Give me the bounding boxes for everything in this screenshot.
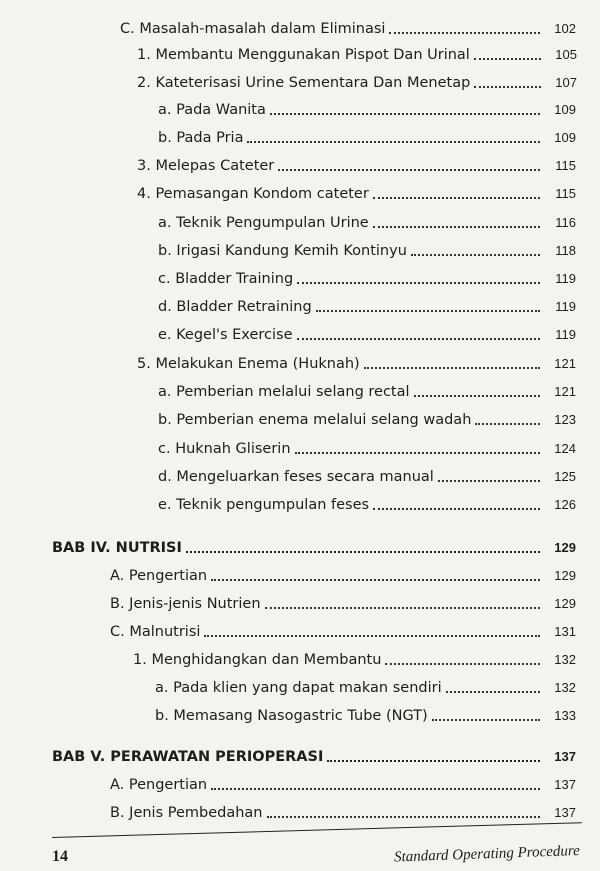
toc-entry-label: B. Jenis Pembedahan [110,805,263,821]
footer-rule [52,822,582,838]
dot-leader [373,508,540,510]
toc-entry-label: C. Malnutrisi [110,624,201,640]
toc-entry-page: 126 [554,497,576,512]
toc-entry-page: 129 [554,596,576,611]
toc-entry-label: 4. Pemasangan Kondom cateter [137,186,369,202]
dot-leader [474,86,541,88]
toc-entry [158,496,576,514]
toc-entry-page: 123 [554,412,576,427]
toc-entry [155,707,576,725]
toc-entry-label: C. Masalah-masalah dalam Eliminasi [120,21,386,37]
toc-entry-page: 137 [554,777,576,792]
toc-entry [137,185,576,203]
toc-entry-page: 119 [555,271,576,286]
dot-leader [389,32,540,34]
dot-leader [316,310,540,312]
toc-entry-page: 121 [554,356,576,371]
toc-entry-page: 137 [554,805,576,820]
toc-entry-page: 105 [555,47,577,62]
toc-entry [110,623,576,641]
toc-entry-label: e. Kegel's Exercise [158,327,293,343]
dot-leader [295,452,540,454]
toc-entry [158,440,576,458]
toc-entry-page: 124 [554,441,576,456]
toc-entry-page: 131 [554,624,576,639]
toc-entry-page: 115 [555,158,576,173]
dot-leader [278,169,540,171]
toc-entry-page: 116 [555,215,576,230]
dot-leader [373,226,540,228]
toc-entry [137,157,576,175]
footer-page-number: 14 [52,848,68,865]
toc-entry-label: BAB V. PERAWATAN PERIOPERASI [52,749,324,765]
toc-entry-page: 119 [555,299,576,314]
dot-leader [267,816,541,818]
dot-leader [265,607,540,609]
dot-leader [270,113,540,115]
dot-leader [446,691,540,693]
dot-leader [411,254,540,256]
toc-entry-page: 133 [554,708,576,723]
toc-entry-label: 1. Membantu Menggunakan Pispot Dan Urinal [137,47,470,63]
toc-entry-page: 121 [554,384,576,399]
toc-entry-label: BAB IV. NUTRISI [52,540,182,556]
dot-leader [385,663,540,665]
toc-entry-label: a. Pada Wanita [158,102,266,118]
dot-leader [438,480,540,482]
dot-leader [211,788,540,790]
toc-entry [158,129,576,147]
toc-entry [158,326,576,344]
toc-entry [158,214,576,232]
dot-leader [475,423,540,425]
toc-entry [110,595,576,613]
toc-entry-label: 1. Menghidangkan dan Membantu [133,652,382,668]
dot-leader [297,282,540,284]
toc-entry-label: a. Pada klien yang dapat makan sendiri [155,680,442,696]
toc-entry [158,270,576,288]
toc-entry-page: 132 [554,680,576,695]
toc-entry-page: 129 [554,568,576,583]
toc-entry [110,567,576,585]
footer-book-title: Standard Operating Procedure [394,843,581,866]
toc-entry [120,20,576,38]
toc-entry-label: b. Pemberian enema melalui selang wadah [158,412,472,428]
toc-entry-label: A. Pengertian [110,777,208,793]
toc-entry [110,776,576,794]
toc-entry [137,46,577,64]
dot-leader [432,719,540,721]
toc-entry [158,298,576,316]
dot-leader [327,760,540,762]
toc-entry-label: A. Pengertian [110,568,208,584]
dot-leader [297,338,541,340]
toc-entry-label: c. Bladder Training [158,271,294,287]
toc-entry-page: 132 [554,652,576,667]
toc-entry [110,804,576,822]
toc-chapter-heading [52,539,576,557]
dot-leader [474,58,541,60]
dot-leader [364,367,540,369]
toc-entry-label: e. Teknik pengumpulan feses [158,497,370,513]
toc-entry-label: 5. Melakukan Enema (Huknah) [137,356,360,372]
toc-entry-page: 109 [554,130,576,145]
toc-entry-label: 3. Melepas Cateter [137,158,275,174]
toc-entry-page: 102 [554,21,576,36]
toc-entry-label: c. Huknah Gliserin [158,441,291,457]
toc-entry-page: 125 [554,469,576,484]
toc-entry [137,355,576,373]
toc-entry-page: 118 [555,243,576,258]
toc-entry-label: 2. Kateterisasi Urine Sementara Dan Menetap [137,75,471,91]
toc-entry-page: 107 [555,75,577,90]
toc-entry [158,468,576,486]
dot-leader [414,395,540,397]
dot-leader [247,141,540,143]
toc-entry-label: b. Pada Pria [158,130,244,146]
toc-entry-page: 129 [554,540,576,555]
dot-leader [373,197,540,199]
toc-entry [133,651,576,669]
toc-entry [158,411,576,429]
toc-entry-label: d. Bladder Retraining [158,299,312,315]
dot-leader [204,635,540,637]
toc-entry-page: 137 [554,749,576,764]
dot-leader [211,579,540,581]
toc-chapter-heading [52,748,576,766]
toc-entry-page: 109 [554,102,576,117]
toc-entry-label: B. Jenis-jenis Nutrien [110,596,261,612]
toc-entry-page: 115 [555,186,576,201]
toc-entry-label: b. Memasang Nasogastric Tube (NGT) [155,708,428,724]
toc-entry-label: a. Teknik Pengumpulan Urine [158,215,369,231]
toc-entry [158,101,576,119]
toc-entry [158,242,576,260]
toc-entry [158,383,576,401]
toc-entry [155,679,576,697]
toc-entry [137,74,577,92]
toc-entry-label: a. Pemberian melalui selang rectal [158,384,410,400]
dot-leader [186,551,540,553]
toc-entry-label: d. Mengeluarkan feses secara manual [158,469,434,485]
toc-entry-page: 119 [555,327,576,342]
toc-entry-label: b. Irigasi Kandung Kemih Kontinyu [158,243,407,259]
